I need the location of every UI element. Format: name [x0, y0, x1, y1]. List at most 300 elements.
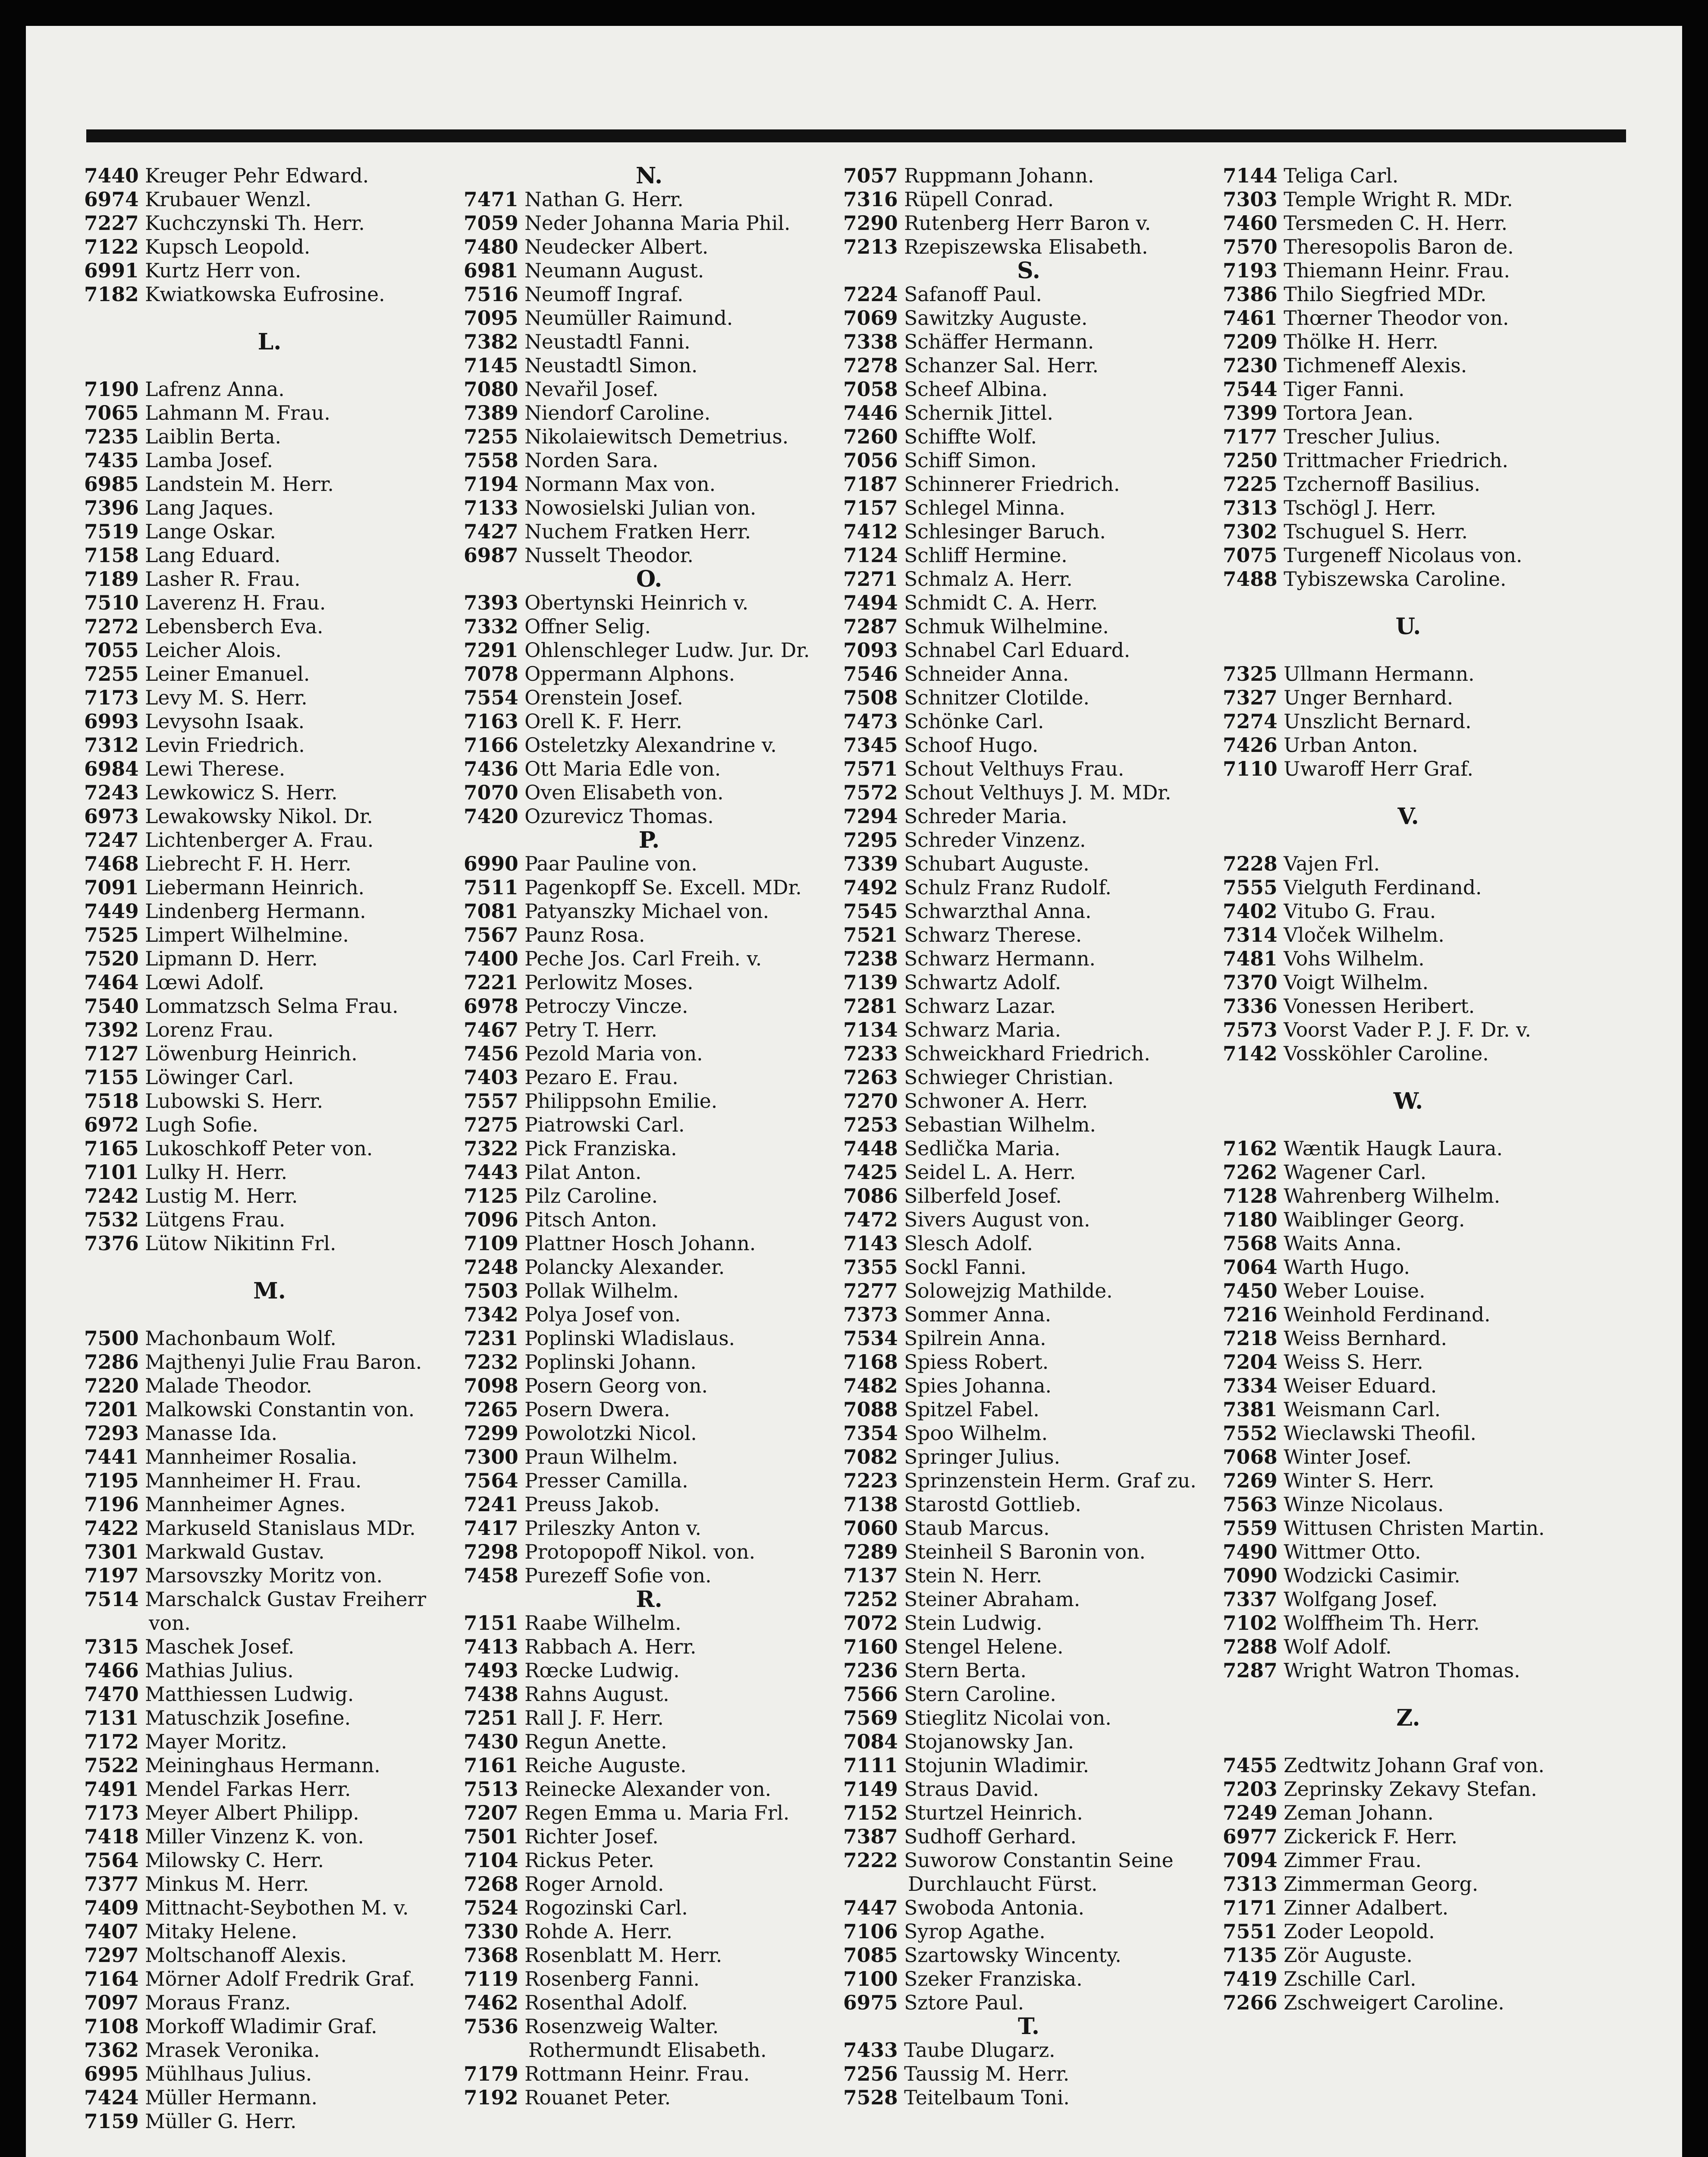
entry-name: Solowejzig Mathilde.: [904, 1280, 1113, 1302]
list-entry: [84, 2015, 455, 2038]
entry-name: Schmidt C. A. Herr.: [904, 591, 1098, 614]
list-entry: [84, 1350, 455, 1374]
entry-name: Minkus M. Herr.: [145, 1873, 309, 1896]
entry-name: Schweickhard Friedrich.: [904, 1042, 1150, 1065]
entry-number: 7173: [84, 686, 139, 709]
list-entry: [464, 1232, 835, 1255]
entry-name: Taube Dlugarz.: [904, 2039, 1055, 2062]
entry-name: Mühlhaus Julius.: [145, 2063, 312, 2085]
list-entry: [843, 828, 1214, 852]
entry-name: Schnitzer Clotilde.: [904, 686, 1089, 709]
entry-name: Leiner Emanuel.: [145, 663, 310, 685]
entry-name: Orenstein Josef.: [524, 686, 683, 709]
entry-name: Schneider Anna.: [904, 663, 1069, 685]
list-entry: [84, 1232, 455, 1255]
entry-number: 7330: [464, 1920, 518, 1943]
list-entry: [843, 1611, 1214, 1635]
list-entry: [84, 211, 455, 235]
entry-name: Szeker Franziska.: [904, 1968, 1083, 1990]
entry-name: Stengel Helene.: [904, 1635, 1064, 1658]
entry-name: Rosenzweig Walter.: [524, 2015, 719, 2038]
entry-name: Schwarz Lazar.: [904, 995, 1056, 1018]
entry-name: Pagenkopff Se. Excell. MDr.: [524, 876, 802, 899]
list-entry: [464, 1825, 835, 1849]
entry-name: Marschalck Gustav Freiherr: [145, 1588, 427, 1611]
entry-name: Ruppmann Johann.: [904, 164, 1094, 187]
entry-name: Marsovszky Moritz von.: [145, 1564, 383, 1587]
list-entry: [84, 615, 455, 638]
entry-name: Lewakowsky Nikol. Dr.: [145, 805, 373, 828]
list-entry: [843, 449, 1214, 472]
entry-name: Tiger Fanni.: [1284, 378, 1405, 401]
entry-number: 7260: [843, 425, 898, 448]
entry-number: 6975: [843, 1991, 898, 2014]
list-entry: [464, 188, 835, 211]
list-entry: [84, 1066, 455, 1089]
entry-name: Markuseld Stanislaus MDr.: [145, 1517, 416, 1540]
entry-number: 7128: [1223, 1184, 1278, 1207]
entry-name: Schreder Vinzenz.: [904, 829, 1086, 852]
entry-number: 7570: [1223, 235, 1278, 258]
list-entry: [464, 544, 835, 567]
entry-number: 7101: [84, 1160, 139, 1184]
entry-name: Nathan G. Herr.: [524, 188, 684, 211]
entry-number: 7312: [84, 733, 139, 757]
entry-number: 7393: [464, 591, 518, 614]
entry-name: Kupsch Leopold.: [145, 236, 311, 258]
entry-name: Ozurevicz Thomas.: [524, 805, 714, 828]
entry-number: 7482: [843, 1374, 898, 1397]
entry-number: 7251: [464, 1706, 518, 1729]
entry-name: Stein Ludwig.: [904, 1612, 1042, 1635]
entry-name: Zimmer Frau.: [1284, 1849, 1422, 1872]
entry-number: 7399: [1223, 401, 1278, 424]
list-entry: [843, 971, 1214, 994]
list-entry: [84, 1564, 455, 1588]
list-entry: [843, 1089, 1214, 1113]
entry-number: 7161: [464, 1754, 518, 1777]
entry-number: 7448: [843, 1137, 898, 1160]
list-entry: [1223, 1208, 1594, 1232]
entry-name: Tschögl J. Herr.: [1284, 497, 1437, 519]
entry-name: Sudhoff Gerhard.: [904, 1825, 1077, 1848]
list-entry: [464, 354, 835, 377]
entry-name: Ott Maria Edle von.: [524, 758, 721, 780]
entry-number: 7248: [464, 1255, 518, 1279]
entry-name: Kuchczynski Th. Herr.: [145, 212, 365, 235]
entry-name: Spoo Wilhelm.: [904, 1422, 1048, 1445]
entry-number: 7159: [84, 2110, 139, 2133]
list-entry: [1223, 1398, 1594, 1421]
entry-name: Schlesinger Baruch.: [904, 520, 1106, 543]
entry-number: 7511: [464, 876, 518, 899]
entry-number: 7568: [1223, 1232, 1278, 1255]
entry-number: 7060: [843, 1516, 898, 1540]
list-entry: [464, 971, 835, 994]
entry-name: Prileszky Anton v.: [524, 1517, 701, 1540]
entry-name: Mannheimer Rosalia.: [145, 1446, 358, 1468]
entry-number: 7108: [84, 2015, 139, 2038]
entry-number: 7470: [84, 1682, 139, 1706]
list-entry: [1223, 1303, 1594, 1327]
list-entry: [464, 425, 835, 449]
list-entry: [843, 1493, 1214, 1516]
entry-number: 7424: [84, 2086, 139, 2109]
list-entry: [84, 567, 455, 591]
entry-name: Wieclawski Theofil.: [1284, 1422, 1476, 1445]
entry-number: 7518: [84, 1089, 139, 1113]
list-entry: [464, 472, 835, 496]
entry-number: 7540: [84, 994, 139, 1018]
entry-number: 7466: [84, 1659, 139, 1682]
entry-number: 7355: [843, 1255, 898, 1279]
entry-name: Polancky Alexander.: [524, 1256, 725, 1279]
entry-name: Steinheil S Baronin von.: [904, 1541, 1146, 1563]
list-entry: [84, 638, 455, 662]
list-entry: [1223, 235, 1594, 259]
entry-number: 7124: [843, 544, 898, 567]
entry-name: Weber Louise.: [1284, 1280, 1425, 1302]
list-entry: [1223, 1232, 1594, 1255]
entry-number: 7203: [1223, 1777, 1278, 1801]
list-entry: [843, 1754, 1214, 1777]
entry-number: 7085: [843, 1943, 898, 1967]
list-entry: [1223, 1184, 1594, 1208]
list-entry: [464, 1730, 835, 1754]
list-entry: [843, 1113, 1214, 1137]
list-entry: [464, 686, 835, 710]
entry-name: Lugh Sofie.: [145, 1113, 258, 1136]
entry-name: Weiss Bernhard.: [1284, 1327, 1447, 1350]
entry-name: Vielguth Ferdinand.: [1284, 876, 1482, 899]
list-entry: [84, 1801, 455, 1825]
list-entry: [843, 1920, 1214, 1943]
entry-name: Laverenz H. Frau.: [145, 591, 326, 614]
entry-number: 7554: [464, 686, 518, 709]
entry-number: 7134: [843, 1018, 898, 1041]
list-entry: [843, 1445, 1214, 1469]
entry-name: Swoboda Antonia.: [904, 1896, 1085, 1919]
list-entry: [843, 377, 1214, 401]
list-entry: [1223, 377, 1594, 401]
entry-name: Stern Caroline.: [904, 1683, 1056, 1706]
entry-name: Springer Julius.: [904, 1446, 1061, 1468]
entry-number: 6985: [84, 472, 139, 496]
list-entry: [843, 1232, 1214, 1255]
entry-number: 7243: [84, 781, 139, 804]
entry-number: 7339: [843, 852, 898, 875]
entry-name: Thiemann Heinr. Frau.: [1284, 259, 1510, 282]
entry-number: 7204: [1223, 1350, 1278, 1374]
section-letter-heading: L.: [257, 329, 282, 355]
entry-number: 7207: [464, 1801, 518, 1824]
entry-number: 7194: [464, 472, 518, 496]
list-entry: [1223, 1564, 1594, 1588]
list-entry: [464, 1991, 835, 2015]
entry-number: 7354: [843, 1421, 898, 1445]
entry-number: 7122: [84, 235, 139, 258]
entry-continuation: [84, 1611, 455, 1635]
entry-name: Protopopoff Nikol. von.: [524, 1541, 756, 1563]
entry-name: Wittusen Christen Martin.: [1284, 1517, 1545, 1540]
list-entry: [1223, 306, 1594, 330]
entry-name: Waiblinger Georg.: [1284, 1208, 1465, 1231]
list-entry: [464, 1849, 835, 1872]
entry-name: Schout Velthuys J. M. MDr.: [904, 781, 1171, 804]
entry-name: Neumoff Ingraf.: [524, 283, 684, 306]
entry-name: Starostd Gottlieb.: [904, 1493, 1081, 1516]
entry-name: Pezaro E. Frau.: [524, 1066, 678, 1089]
entry-number: 6987: [464, 544, 518, 567]
entry-number: 7268: [464, 1872, 518, 1896]
list-entry: [464, 591, 835, 615]
entry-number: 7091: [84, 876, 139, 899]
entry-number: 7450: [1223, 1279, 1278, 1302]
entry-number: 7163: [464, 710, 518, 733]
entry-number: 7396: [84, 496, 139, 519]
entry-name: Wittmer Otto.: [1284, 1541, 1421, 1563]
entry-number: 7098: [464, 1374, 518, 1397]
entry-number: 7255: [84, 662, 139, 685]
entry-name: Kwiatkowska Eufrosine.: [145, 283, 385, 306]
entry-number: 6984: [84, 757, 139, 780]
entry-name: Lipmann D. Herr.: [145, 947, 318, 970]
entry-number: 7075: [1223, 544, 1278, 567]
entry-number: 7302: [1223, 520, 1278, 543]
list-entry: [464, 1682, 835, 1706]
entry-name: Warth Hugo.: [1284, 1256, 1410, 1279]
entry-name: Schubart Auguste.: [904, 852, 1089, 875]
list-entry: [843, 781, 1214, 805]
entry-number: 7290: [843, 211, 898, 235]
list-entry: [1223, 164, 1594, 188]
list-entry: [843, 1991, 1214, 2015]
list-entry: [464, 757, 835, 781]
column-1: [84, 164, 455, 2133]
entry-number: 7289: [843, 1540, 898, 1563]
list-entry: [84, 1754, 455, 1777]
entry-name: Stieglitz Nicolai von.: [904, 1707, 1111, 1729]
entry-name: Mittnacht-Seybothen M. v.: [145, 1896, 409, 1919]
list-entry: [843, 1777, 1214, 1801]
entry-number: 6990: [464, 852, 518, 875]
entry-name: Wæntik Haugk Laura.: [1284, 1137, 1503, 1160]
entry-name: Neustadtl Fanni.: [524, 330, 691, 353]
entry-number: 7362: [84, 2038, 139, 2062]
list-entry: [843, 1279, 1214, 1303]
entry-number: 7563: [1223, 1493, 1278, 1516]
list-entry: [1223, 259, 1594, 283]
entry-number: 7081: [464, 899, 518, 923]
entry-name: Preuss Jakob.: [524, 1493, 660, 1516]
entry-name: Neumann August.: [524, 259, 704, 282]
entry-name: Lindenberg Hermann.: [145, 900, 366, 923]
entry-name: Rosenberg Fanni.: [524, 1968, 700, 1990]
entry-number: 7438: [464, 1682, 518, 1706]
list-entry: [843, 1184, 1214, 1208]
entry-number: 6977: [1223, 1825, 1278, 1848]
list-entry: [843, 899, 1214, 923]
list-entry: [84, 947, 455, 971]
entry-number: 7449: [84, 899, 139, 923]
entry-number: 7564: [84, 1849, 139, 1872]
entry-number: 7490: [1223, 1540, 1278, 1563]
entry-name: Ohlenschleger Ludw. Jur. Dr.: [524, 639, 810, 662]
entry-number: 7065: [84, 401, 139, 424]
list-entry: [1223, 1777, 1594, 1801]
entry-number: 7409: [84, 1896, 139, 1919]
entry-number: 7213: [843, 235, 898, 258]
list-entry: [464, 235, 835, 259]
entry-number: 6972: [84, 1113, 139, 1136]
entry-number: 7468: [84, 852, 139, 875]
list-entry: [1223, 1540, 1594, 1564]
list-entry: [464, 852, 835, 876]
list-entry: [464, 899, 835, 923]
list-entry: [84, 2038, 455, 2062]
list-entry: [843, 520, 1214, 544]
header-rule: [86, 129, 1626, 142]
entry-name: Mendel Farkas Herr.: [145, 1778, 351, 1801]
list-entry: [464, 1445, 835, 1469]
list-entry: [843, 1706, 1214, 1730]
entry-name: Vonessen Heribert.: [1284, 995, 1475, 1018]
entry-name: Schanzer Sal. Herr.: [904, 354, 1099, 377]
list-entry: [464, 1706, 835, 1730]
entry-number: 7190: [84, 377, 139, 401]
spacer: [1223, 1113, 1594, 1137]
entry-number: 7172: [84, 1730, 139, 1753]
entry-number: 7275: [464, 1113, 518, 1136]
list-entry: [84, 1896, 455, 1920]
entry-name: Meininghaus Hermann.: [145, 1754, 380, 1777]
entry-name: Malade Theodor.: [145, 1374, 312, 1397]
list-entry: [1223, 1137, 1594, 1160]
list-entry: [464, 2062, 835, 2086]
entry-number: 7166: [464, 733, 518, 757]
entry-number: 7231: [464, 1327, 518, 1350]
list-entry: [843, 1682, 1214, 1706]
entry-number: 7332: [464, 615, 518, 638]
entry-name: Szartowsky Wincenty.: [904, 1944, 1121, 1967]
entry-number: 7430: [464, 1730, 518, 1753]
list-entry: [1223, 1374, 1594, 1398]
list-entry: [1223, 757, 1594, 781]
entry-name: Schinnerer Friedrich.: [904, 473, 1120, 496]
entry-name: Morkoff Wladimir Graf.: [145, 2015, 377, 2038]
entry-name: Slesch Adolf.: [904, 1232, 1033, 1255]
list-entry: [464, 259, 835, 283]
entry-name: Löwenburg Heinrich.: [145, 1042, 358, 1065]
entry-number: 7224: [843, 283, 898, 306]
entry-number: 7425: [843, 1160, 898, 1184]
entry-name: Richter Josef.: [524, 1825, 659, 1848]
entry-name: Petry T. Herr.: [524, 1019, 657, 1041]
entry-name: Norden Sara.: [524, 449, 659, 472]
entry-name: Rutenberg Herr Baron v.: [904, 212, 1151, 235]
entry-number: 7225: [1223, 472, 1278, 496]
list-entry: [843, 2062, 1214, 2086]
list-entry: [464, 1350, 835, 1374]
list-entry: [464, 1066, 835, 1089]
entry-number: 7111: [843, 1754, 898, 1777]
list-entry: [84, 1825, 455, 1849]
list-entry: [1223, 733, 1594, 757]
list-entry: [84, 472, 455, 496]
entry-number: 7139: [843, 971, 898, 994]
entry-number: 7160: [843, 1635, 898, 1658]
entry-number: 7464: [84, 971, 139, 994]
entry-name: Stojunin Wladimir.: [904, 1754, 1089, 1777]
entry-number: 7281: [843, 994, 898, 1018]
entry-name: Schoof Hugo.: [904, 734, 1039, 757]
entry-number: 7513: [464, 1777, 518, 1801]
entry-name: Wahrenberg Wilhelm.: [1284, 1185, 1501, 1207]
entry-name: Stojanowsky Jan.: [904, 1730, 1074, 1753]
entry-name: Sztore Paul.: [904, 1991, 1024, 2014]
entry-number: 7370: [1223, 971, 1278, 994]
entry-number: 7534: [843, 1327, 898, 1350]
list-entry: [464, 1089, 835, 1113]
entry-number: 7058: [843, 377, 898, 401]
list-entry: [84, 1160, 455, 1184]
list-entry: [843, 876, 1214, 899]
entry-name: Scheef Albina.: [904, 378, 1048, 401]
entry-name: Rogozinski Carl.: [524, 1896, 688, 1919]
list-entry: [84, 1398, 455, 1421]
entry-name: Levysohn Isaak.: [145, 710, 305, 733]
list-entry: [464, 449, 835, 472]
entry-number: 7420: [464, 805, 518, 828]
list-entry: [1223, 211, 1594, 235]
entry-number: 7109: [464, 1232, 518, 1255]
entry-number: 7508: [843, 686, 898, 709]
entry-number: 7510: [84, 591, 139, 614]
list-entry: [84, 1659, 455, 1682]
list-entry: [1223, 425, 1594, 449]
entry-name: Nowosielski Julian von.: [524, 497, 757, 519]
list-entry: [84, 1184, 455, 1208]
entry-name: Wodzicki Casimir.: [1284, 1564, 1460, 1587]
list-entry: [84, 994, 455, 1018]
entry-name: Machonbaum Wolf.: [145, 1327, 336, 1350]
list-entry: [1223, 1327, 1594, 1350]
list-entry: [1223, 1754, 1594, 1777]
entry-number: 7441: [84, 1445, 139, 1468]
entry-name: Peche Jos. Carl Freih. v.: [524, 947, 762, 970]
entry-name: Lafrenz Anna.: [145, 378, 285, 401]
list-entry: [843, 662, 1214, 686]
entry-number: 7263: [843, 1066, 898, 1089]
entry-number: 7104: [464, 1849, 518, 1872]
list-entry: [84, 828, 455, 852]
list-entry: [84, 377, 455, 401]
entry-number: 7142: [1223, 1042, 1278, 1065]
list-entry: [1223, 401, 1594, 425]
entry-number: 7131: [84, 1706, 139, 1729]
entry-number: 7456: [464, 1042, 518, 1065]
entry-name: Mayer Moritz.: [145, 1730, 287, 1753]
list-entry: [843, 306, 1214, 330]
entry-number: 7230: [1223, 354, 1278, 377]
list-entry: [464, 638, 835, 662]
list-entry: [464, 1540, 835, 1564]
entry-name: Niendorf Caroline.: [524, 402, 711, 424]
entry-number: 7551: [1223, 1920, 1278, 1943]
list-entry: [464, 1279, 835, 1303]
list-entry: [1223, 1493, 1594, 1516]
entry-name: Rouanet Peter.: [524, 2086, 671, 2109]
